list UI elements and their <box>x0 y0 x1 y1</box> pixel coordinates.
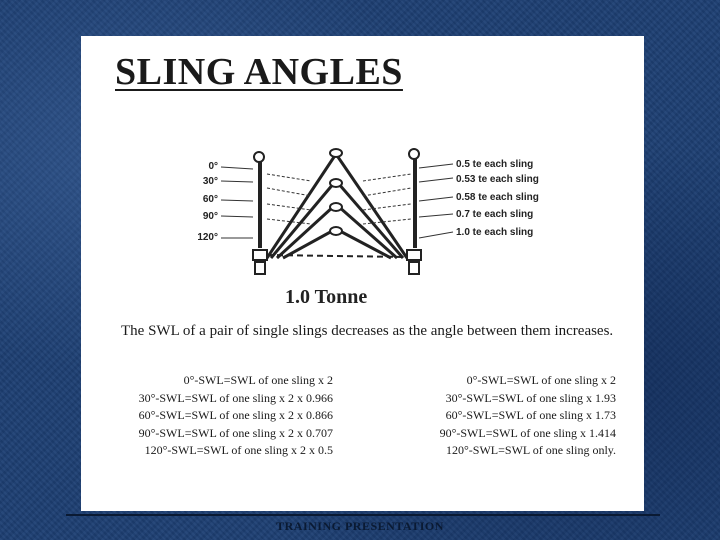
slide-title: SLING ANGLES <box>115 51 403 93</box>
sling-angle-diagram <box>81 36 644 306</box>
formula-right-30: 30°-SWL=SWL of one sling x 1.93 <box>445 390 616 405</box>
angle-label-60: 60° <box>202 194 218 205</box>
tension-label-90: 0.7 te each sling <box>456 209 534 220</box>
center-hook <box>330 149 342 157</box>
angle-label-30: 30° <box>202 176 218 187</box>
formula-left-0: 0°-SWL=SWL of one sling x 2 <box>183 373 333 387</box>
formula-list-left <box>103 372 333 460</box>
tension-label-0: 0.5 te each sling <box>456 159 534 170</box>
formula-right-0: 0°-SWL=SWL of one sling x 2 <box>466 373 616 387</box>
formula-right-120: 120°-SWL=SWL of one sling only. <box>446 443 616 457</box>
footer-divider <box>66 514 660 516</box>
formula-left-120: 120°-SWL=SWL of one sling x 2 x 0.5 <box>144 443 333 457</box>
formula-left-90: 90°-SWL=SWL of one sling x 2 x 0.707 <box>138 425 333 440</box>
angle-labels <box>197 161 218 243</box>
load-base <box>253 250 421 274</box>
formula-left-30: 30°-SWL=SWL of one sling x 2 x 0.966 <box>138 390 333 405</box>
angle-label-90: 90° <box>202 211 218 222</box>
tension-label-60: 0.58 te each sling <box>456 192 539 203</box>
load-weight-label: 1.0 Tonne <box>285 286 368 308</box>
formula-left-60: 60°-SWL=SWL of one sling x 2 x 0.866 <box>138 408 333 422</box>
slide-panel <box>81 36 644 511</box>
footer-label: TRAINING PRESENTATION <box>276 519 444 533</box>
formula-list-right <box>384 372 616 460</box>
left-vertical-sling <box>254 152 264 248</box>
right-vertical-sling <box>409 149 419 248</box>
tension-labels <box>456 159 539 238</box>
angle-label-120: 120° <box>197 232 218 243</box>
intro-paragraph: The SWL of a pair of single slings decreases as the angle between them increases. <box>121 323 614 339</box>
tension-label-120: 1.0 te each sling <box>456 227 534 238</box>
angle-label-0: 0° <box>208 161 218 172</box>
formula-right-60: 60°-SWL=SWL of one sling x 1.73 <box>445 408 616 422</box>
formula-right-90: 90°-SWL=SWL of one sling x 1.414 <box>439 425 616 440</box>
tension-label-30: 0.53 te each sling <box>456 174 539 185</box>
